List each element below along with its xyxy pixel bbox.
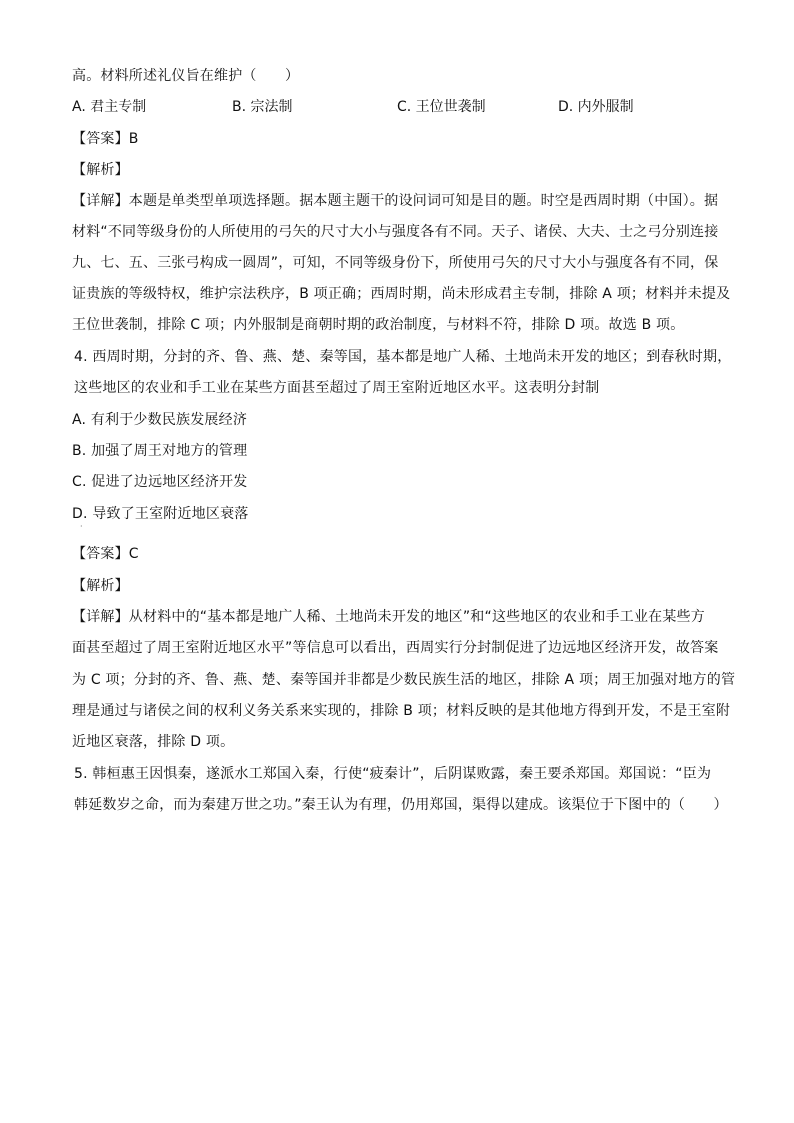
q4-option-a: A. 有利于少数民族发展经济 — [72, 412, 248, 428]
q4-detail-line: 近地区衰落，排除 D 项。 — [72, 734, 235, 750]
q4-detail-line: 面甚至超过了周王室附近地区水平”等信息可以看出，西周实行分封制促进了边远地区经济开发，故答案 — [72, 640, 719, 656]
q4-stem-line: 这些地区的农业和手工业在某些方面甚至超过了周王室附近地区水平。这表明分封制 — [74, 380, 600, 396]
q4-option-d: D. 导致了王室附近地区衰落 — [72, 506, 249, 522]
q3-stem-tail: 高。材料所述礼仪旨在维护（ ） — [72, 68, 300, 84]
q3-detail-line: 王位世袭制，排除 C 项；内外服制是商朝时期的政治制度，与材料不符，排除 D 项。故选 B 项。 — [72, 317, 685, 333]
q4-detail-line: 理是通过与诸侯之间的权利义务关系来实现的，排除 B 项；材料反映的是其他地方得到开发，不是王室附 — [72, 703, 731, 719]
q3-answer: 【答案】B — [72, 131, 139, 147]
q3-detail-line: 【详解】本题是单类型单项选择题。据本题主题干的设问词可知是目的题。时空是西周时期（中国）。据 — [72, 193, 719, 209]
q4-detail-line: 【详解】从材料中的“基本都是地广人稀、土地尚未开发的地区”和“这些地区的农业和手工业在某些方 — [72, 609, 705, 625]
stray-mark: · — [80, 522, 83, 531]
q3-detail-line: 材料“不同等级身份的人所使用的弓矢的尺寸大小与强度各有不同。天子、诸侯、大夫、士之弓分别连接 — [72, 224, 719, 240]
q3-detail-line: 九、七、五、三张弓构成一圆周”，可知，不同等级身份下，所使用弓矢的尺寸大小与强度各有不同，保 — [72, 255, 719, 271]
q5-stem-line: 韩延数岁之命，而为秦建万世之功。”秦王认为有理，仍用郑国，渠得以建成。该渠位于下图中的（ ） — [74, 797, 728, 813]
q3-detail-line: 证贵族的等级特权，维护宗法秩序，B 项正确；西周时期，尚未形成君主专制，排除 A 项；材料并未提及 — [72, 286, 731, 302]
q3-options — [72, 97, 732, 117]
q5-stem-line: 5. 韩桓惠王因惧秦，遂派水工郑国入秦，行使“疲秦计”，后阴谋败露，秦王要杀郑国。郑国说：“臣为 — [74, 766, 712, 782]
q3-option-b: B. 宗法制 — [232, 99, 293, 115]
q4-stem-line: 4. 西周时期，分封的齐、鲁、燕、楚、秦等国，基本都是地广人稀、土地尚未开发的地区；到春秋时期， — [74, 349, 732, 365]
q4-answer: 【答案】C — [72, 546, 139, 562]
q4-option-c: C. 促进了边远地区经济开发 — [72, 474, 248, 490]
q4-option-b: B. 加强了周王对地方的管理 — [72, 443, 248, 459]
q3-option-a: A. 君主专制 — [72, 99, 147, 115]
q4-analysis-label: 【解析】 — [72, 578, 129, 594]
q3-option-c: C. 王位世袭制 — [397, 99, 486, 115]
q3-option-d: D. 内外服制 — [558, 99, 634, 115]
q3-analysis-label: 【解析】 — [72, 162, 129, 178]
q4-detail-line: 为 C 项；分封的齐、鲁、燕、楚、秦等国并非都是少数民族生活的地区，排除 A 项；周王加强对地方的管 — [72, 672, 736, 688]
